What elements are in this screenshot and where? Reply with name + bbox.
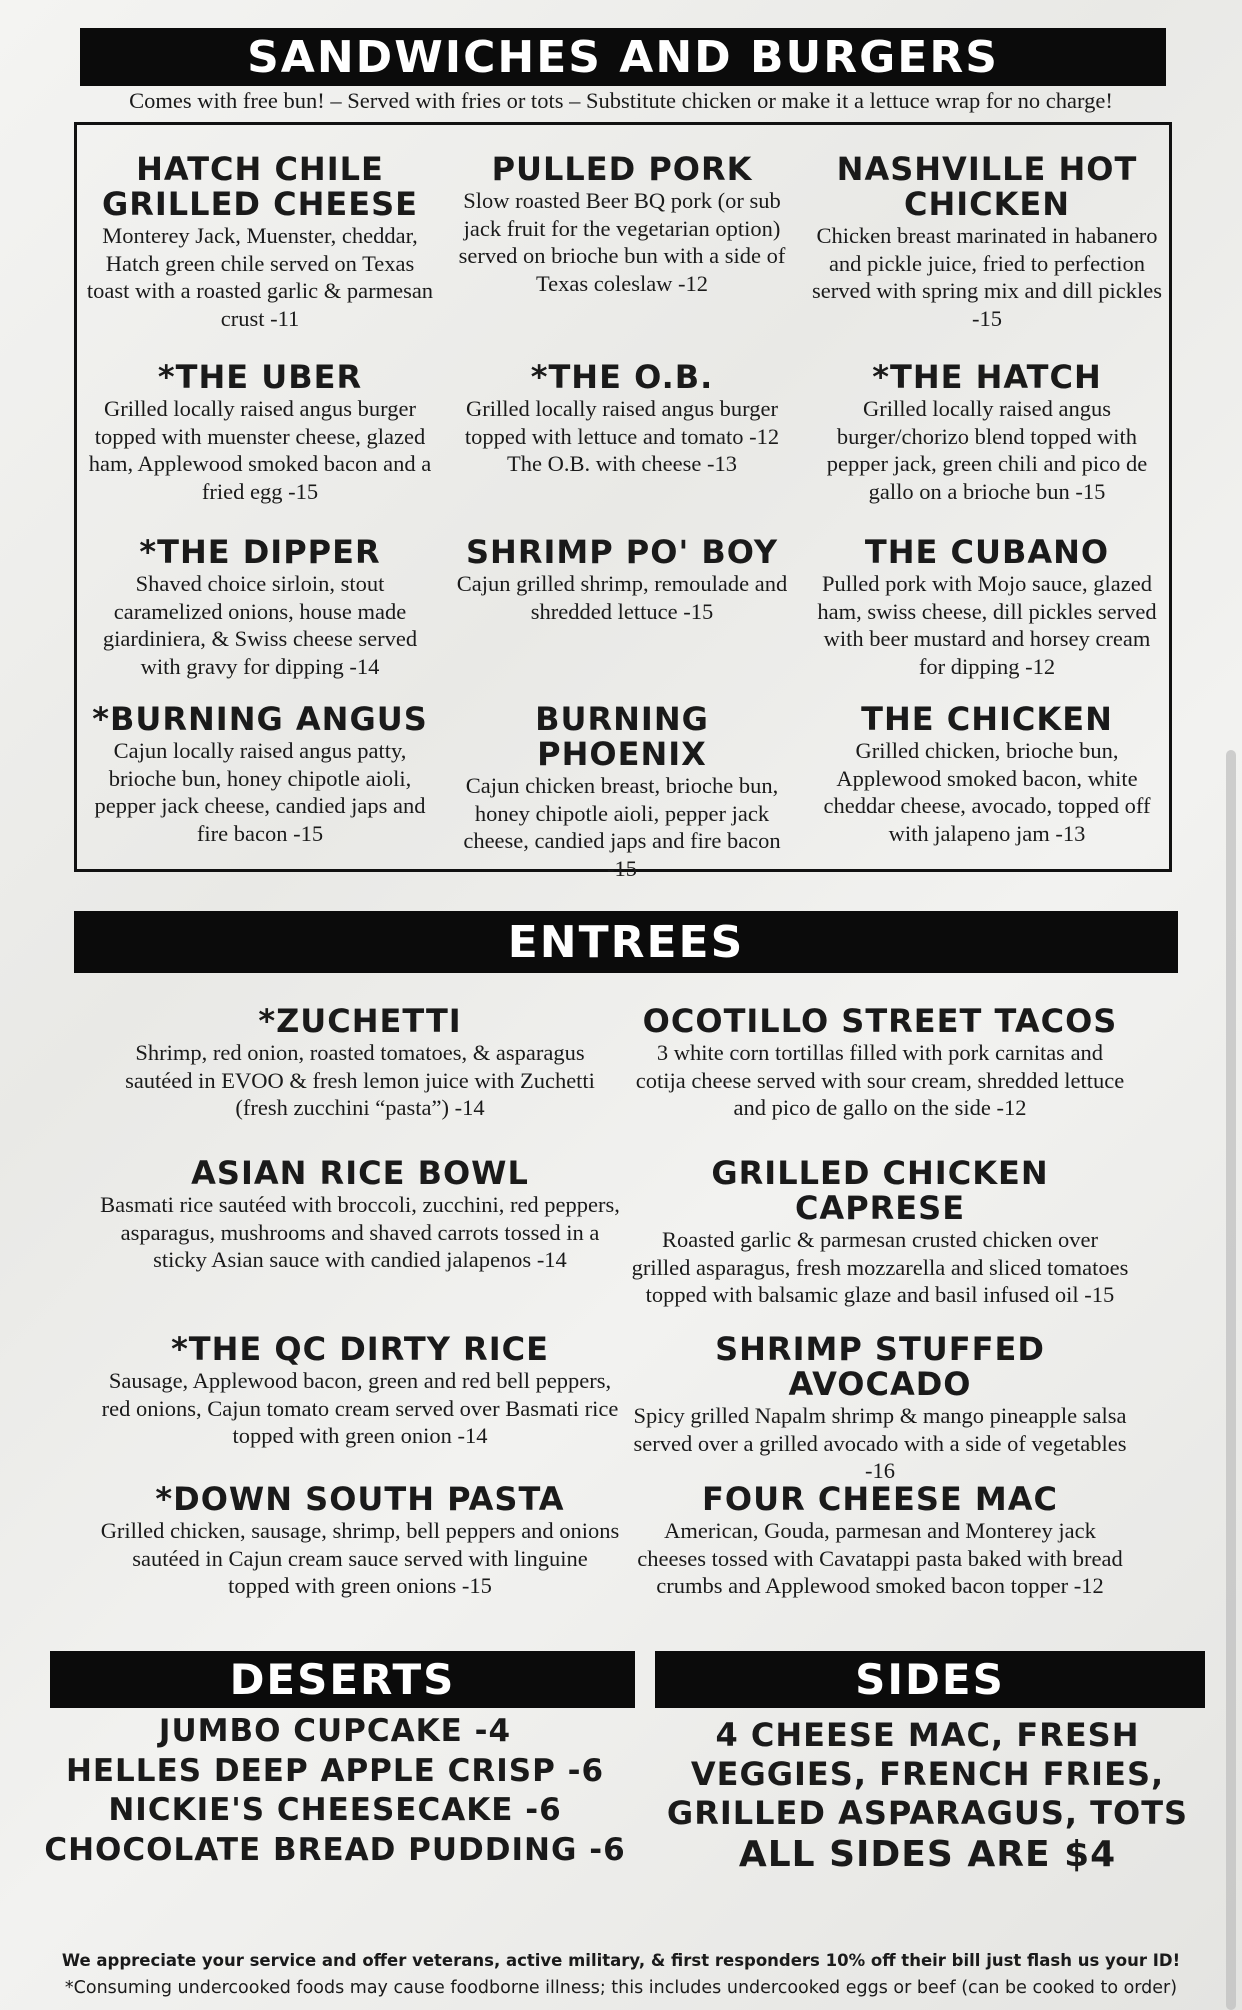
menu-item [100,1004,620,1122]
menu-item [100,1156,620,1274]
item-description: Pulled pork with Mojo sauce, glazed ham, swiss cheese, dill pickles served with beer mustard and horsey cream for dipping -12 [817,571,1157,679]
veterans-note: We appreciate your service and offer veterans, active military, & first responders 10% off their bill just flash us your ID! [61,1951,1181,1970]
scrollbar[interactable] [1226,750,1236,2010]
menu-item [812,360,1162,505]
menu-item [86,535,434,680]
menu-item [450,152,794,297]
sides-banner [655,1651,1205,1708]
menu-item [86,702,434,847]
menu-item [812,152,1162,332]
item-description: Grilled locally raised angus burger/chorizo blend topped with pepper jack, green chili and pico de gallo on a brioche bun -15 [826,396,1148,504]
list-item: JUMBO CUPCAKE -4 [158,1713,512,1749]
sandwiches-title: SANDWICHES AND BURGERS [247,31,999,83]
sandwiches-banner [80,28,1166,86]
list-item: CHOCOLATE BREAD PUDDING -6 [44,1831,626,1868]
item-name: OCOTILLO STREET TACOS [642,1002,1118,1040]
list-item: GRILLED ASPARAGUS, TOTS [666,1794,1189,1832]
sides-list [650,1716,1205,1877]
item-name: PULLED PORK [491,150,753,188]
deserts-banner [50,1651,635,1708]
menu-item [450,702,794,882]
item-name: ASIAN RICE BOWL [191,1154,529,1192]
menu-item [630,1332,1130,1485]
item-description: Grilled chicken, sausage, shrimp, bell peppers and onions sautéed in Cajun cream sauce served with linguine topped with green onions -15 [100,1518,620,1598]
item-description: Spicy grilled Napalm shrimp & mango pineapple salsa served over a grilled avocado with a side of vegetables -16 [633,1403,1127,1483]
item-description: Monterey Jack, Muenster, cheddar, Hatch green chile served on Texas toast with a roasted garlic & parmesan crust -11 [86,223,434,331]
item-name: GRILLED CHICKEN CAPRESE [711,1154,1049,1227]
item-name: *THE HATCH [872,358,1102,396]
menu-item [450,360,794,478]
sandwiches-subtitle: Comes with free bun! – Served with fries or tots – Substitute chicken or make it a lettuce wrap for no charge! [129,88,1113,113]
item-name: *DOWN SOUTH PASTA [155,1480,565,1518]
menu-item [100,1332,620,1450]
item-description: Grilled chicken, brioche bun, Applewood smoked bacon, white cheddar cheese, avocado, topped off with jalapeno jam -13 [823,738,1151,846]
item-name: SHRIMP PO' BOY [465,533,779,571]
item-name: FOUR CHEESE MAC [702,1480,1058,1518]
list-item: 4 CHEESE MAC, FRESH [715,1716,1140,1754]
menu-item [812,702,1162,847]
list-item: ALL SIDES ARE $4 [738,1834,1117,1875]
menu-item [86,152,434,332]
list-item: NICKIE'S CHEESECAKE -6 [108,1792,562,1828]
item-name: *ZUCHETTI [258,1002,462,1040]
item-name: *THE UBER [157,358,363,396]
item-description: American, Gouda, parmesan and Monterey jack cheeses tossed with Cavatappi pasta baked with bread crumbs and Applewood smoked bacon topper -12 [637,1518,1123,1598]
deserts-title: DESERTS [229,1655,456,1704]
list-item: HELLES DEEP APPLE CRISP -6 [65,1752,605,1789]
item-description: Cajun locally raised angus patty, brioche bun, honey chipotle aioli, pepper jack cheese, candied japs and fire bacon -15 [94,738,426,846]
item-description: Shaved choice sirloin, stout caramelized onions, house made giardiniera, & Swiss cheese served with gravy for dipping -14 [102,571,418,679]
list-item: VEGGIES, FRENCH FRIES, [690,1755,1165,1793]
item-name: THE CUBANO [864,533,1110,571]
item-description: Grilled locally raised angus burger topped with muenster cheese, glazed ham, Applewood smoked bacon and a fried egg -15 [88,396,432,504]
entrees-title: ENTREES [507,916,745,968]
item-description: Grilled locally raised angus burger topped with lettuce and tomato -12 The O.B. with cheese -13 [464,396,780,476]
item-description: Cajun chicken breast, brioche bun, honey chipotle aioli, pepper jack cheese, candied japs and fire bacon -15 [463,773,781,881]
item-name: HATCH CHILE GRILLED CHEESE [101,150,419,223]
item-description: Sausage, Applewood bacon, green and red bell peppers, red onions, Cajun tomato cream served over Basmati rice topped with green onion -14 [101,1368,619,1448]
item-name: *BURNING ANGUS [92,700,428,738]
item-name: THE CHICKEN [861,700,1113,738]
menu-item [630,1482,1130,1600]
menu-item [450,535,794,625]
menu-item [630,1004,1130,1122]
item-description: Shrimp, red onion, roasted tomatoes, & asparagus sautéed in EVOO & fresh lemon juice with Zuchetti (fresh zucchini “pasta”) -14 [125,1040,595,1120]
menu-item [812,535,1162,680]
menu-item [86,360,434,505]
disclaimer: *Consuming undercooked foods may cause foodborne illness; this includes undercooked eggs or beef (can be cooked to order) [64,1978,1178,1998]
item-description: Roasted garlic & parmesan crusted chicken over grilled asparagus, fresh mozzarella and sliced tomatoes topped with balsamic glaze and basil infused oil -15 [631,1227,1129,1307]
item-name: *THE O.B. [530,358,714,396]
deserts-list [40,1712,630,1870]
item-description: Cajun grilled shrimp, remoulade and shredded lettuce -15 [456,571,788,624]
sides-title: SIDES [855,1655,1005,1704]
entrees-banner [74,911,1178,973]
item-name: NASHVILLE HOT CHICKEN [836,150,1138,223]
menu-item [100,1482,620,1600]
item-name: SHRIMP STUFFED AVOCADO [715,1330,1045,1403]
item-name: *THE DIPPER [139,533,381,571]
item-name: BURNING PHOENIX [535,700,709,773]
item-description: 3 white corn tortillas filled with pork carnitas and cotija cheese served with sour cream, shredded lettuce and pico de gallo on the side -12 [635,1040,1125,1120]
menu-item [630,1156,1130,1309]
item-description: Basmati rice sautéed with broccoli, zucchini, red peppers, asparagus, mushrooms and shaved carrots tossed in a sticky Asian sauce with candied jalapenos -14 [100,1192,620,1272]
item-name: *THE QC DIRTY RICE [171,1330,549,1368]
item-description: Slow roasted Beer BQ pork (or sub jack fruit for the vegetarian option) served on brioche bun with a side of Texas coleslaw -12 [458,188,786,296]
item-description: Chicken breast marinated in habanero and pickle juice, fried to perfection served with spring mix and dill pickles -15 [812,223,1162,331]
